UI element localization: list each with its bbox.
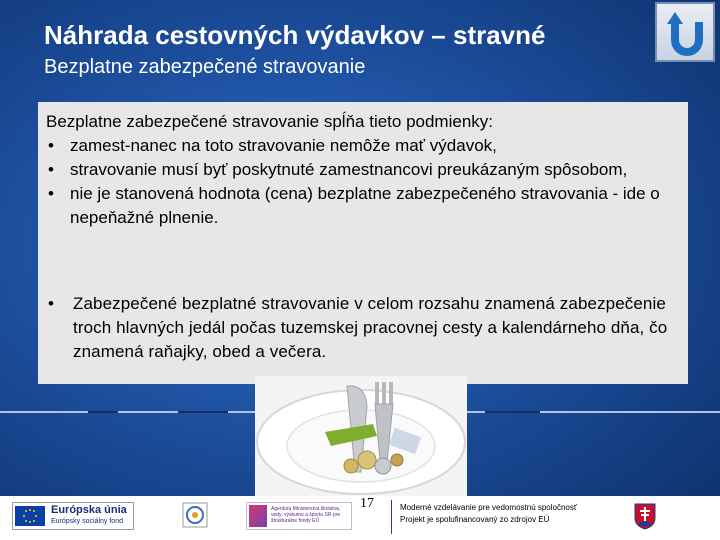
note-item: • Zabezpečené bezplatné stravovanie v celom rozsahu znamená zabezpečenie troch hlavných jedál počas tuzemskej pracovnej cesty a kalendárneho dňa, čo znamená raňajky, obed a večera. bbox=[46, 292, 688, 364]
eu-logo bbox=[12, 502, 134, 530]
content-box bbox=[38, 102, 688, 384]
divider-accent bbox=[88, 411, 118, 413]
condition-item: • stravovanie musí byť poskytnuté zamestnancovi preukázaným spôsobom, bbox=[46, 158, 680, 182]
crest-icon bbox=[634, 502, 656, 530]
eu-logo-fund: Európsky sociálny fond bbox=[51, 518, 123, 525]
plate-photo bbox=[255, 376, 467, 496]
program-text bbox=[400, 502, 577, 526]
page-number: 17 bbox=[360, 496, 374, 511]
program-line-1: Moderné vzdelávanie pre vedomostnú spoločnosť bbox=[400, 503, 577, 512]
plate-with-cutlery-image bbox=[255, 376, 467, 496]
divider-accent bbox=[178, 411, 228, 413]
note-list bbox=[46, 292, 688, 364]
condition-item: • zamest-nanec na toto stravovanie nemôže mať výdavok, bbox=[46, 134, 680, 158]
footer-separator bbox=[391, 500, 392, 534]
agency-logo-text: Agentúra Ministerstva školstva, vedy, výskumu a športu SR pre štrukturálne fondy EÚ bbox=[271, 506, 341, 524]
back-button[interactable] bbox=[655, 2, 715, 62]
agency-mark-icon bbox=[249, 505, 267, 527]
title-bar bbox=[0, 0, 720, 92]
slide-title: Náhrada cestovných výdavkov – stravné bbox=[44, 20, 546, 50]
agency-logo bbox=[246, 502, 352, 530]
divider-accent bbox=[485, 411, 540, 413]
intro-text: Bezplatne zabezpečené stravovanie spĺňa tieto podmienky: bbox=[46, 112, 494, 131]
u-turn-arrow-icon bbox=[661, 8, 713, 60]
slide-subtitle: Bezplatne zabezpečené stravovanie bbox=[44, 56, 366, 78]
condition-item: • nie je stanovená hodnota (cena) bezplatne zabezpečeného stravovania - ide o nepeňažné plnenie. bbox=[46, 182, 680, 230]
eu-flag-icon bbox=[15, 506, 45, 526]
program-line-2: Projekt je spolufinancovaný zo zdrojov EÚ bbox=[400, 515, 550, 524]
footer bbox=[0, 496, 720, 540]
partner-logo-icon bbox=[182, 502, 208, 528]
conditions-list bbox=[46, 134, 680, 230]
eu-logo-name: Európska únia bbox=[51, 504, 127, 516]
